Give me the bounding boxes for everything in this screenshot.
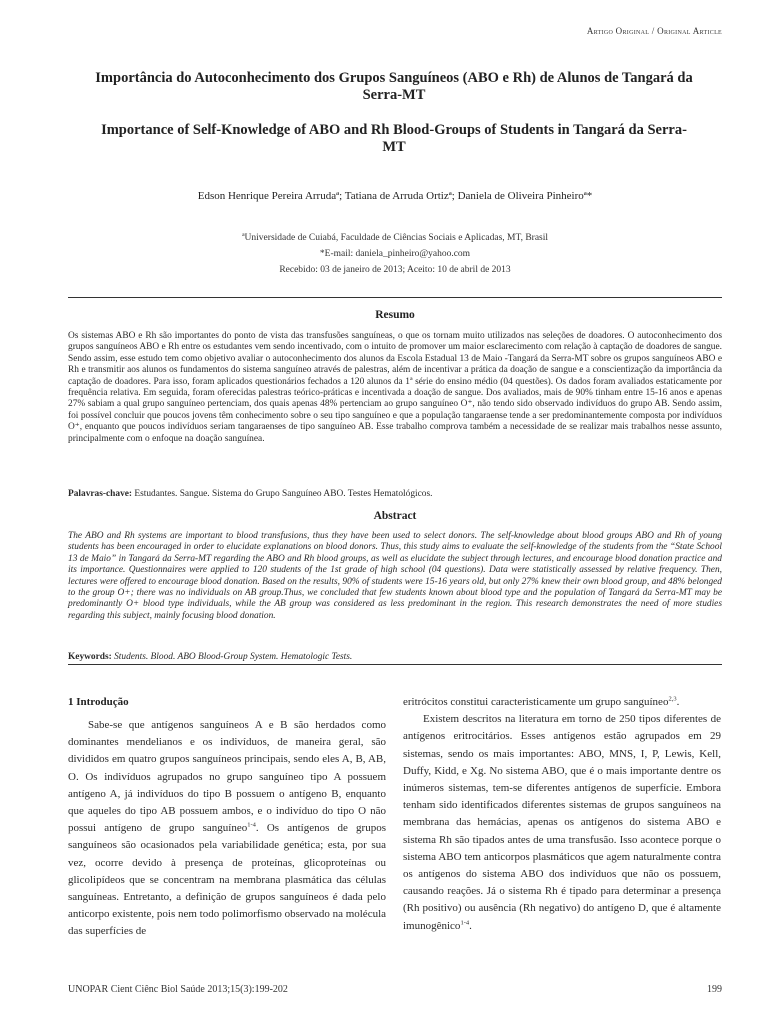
page-number: 199	[707, 984, 722, 995]
intro-right-column	[403, 694, 721, 935]
contact-email: *E-mail: daniela_pinheiro@yahoo.com	[319, 249, 471, 259]
keywords-values: Students. Blood. ABO Blood-Group System. Hematologic Tests.	[114, 652, 353, 662]
divider	[68, 297, 722, 298]
resumo-text: Os sistemas ABO e Rh são importantes do ponto de vista das transfusões sanguíneas, o que os tornam muito utilizados nas seleções de doadores. O autoconhecimento dos grupos sanguíneos ABO e Rh entre os estudantes vem sendo incentivado, com o intuito de promover um maior esclarecimento com relação à captação de doadores de sangue. Sendo assim, esse estudo tem como objetivo avaliar o autoconhecimento dos alunos da Escola Estadual 13 de Maio -Tangará da Serra-MT sobre os grupos sanguíneos ABO e Rh e transmitir aos alunos os fundamentos do sistema sanguíneo através de palestras, além de incentivar a prática da doação de sangue e a conscientização da importância da captação de doadores. Para isso, foram aplicados questionários fechados a 120 alunos da 1ª série do ensino médio (04 questões). Os dados foram avaliados estaticamente por frequência relativa. Em seguida, foram oferecidas palestras teórico-práticas e incentivada a doação de sangue. Dos avaliados, mais de 90% tinham entre 15-16 anos e apenas 27% sabiam a qual grupo sanguíneo pertenciam, dos quais apenas 48% pertenciam ao grupo sanguíneo O⁺, não tendo sido observado indivíduos do grupo AB. Sendo assim, foi possível concluir que poucos jovens têm conhecimento sobre o seu tipo sanguíneo e que a população tangaraense tende a ser predominantemente composta por indivíduos O⁺, enquanto que poucos indivíduos seriam tangaraenses de tipo sanguíneo AB. Esse trabalho comprova também a necessidade de se realizar mais trabalhos nesse assunto, principalmente com o enfoque na doação sanguínea.	[68, 331, 722, 444]
palavras-chave	[68, 489, 722, 500]
intro-paragraph	[403, 694, 721, 711]
intro-paragraph-text: eritrócitos constitui caracteristicamente um grupo sanguíneo	[403, 696, 669, 708]
keywords-label: Keywords:	[68, 652, 112, 662]
intro-paragraph	[403, 711, 721, 935]
abstract-text: The ABO and Rh systems are important to blood transfusions, thus they have been used to select donors. The self-knowledge about blood groups ABO and Rh of young students has been encouraged in order to elucidate explanations on blood donors. Thus, this study aims to evaluate the self-knowledge of the students from the “State School 13 de Maio” in Tangará da Serra-MT regarding the ABO and Rh blood groups, as well as elucidate the subject through lectures, and encourage blood donation practice and its importance. Questionnaires were applied to 120 students of the 1st grade of high school (04 questions). Data were statistically assessed by relative frequency. Then, lectures were offered to encourage blood donation. Based on the results, 90% of students were 15-16 years old, but only 27% knew their own blood group, and 48% belonged to the group O+; there was no individuals on AB group.Thus, we concluded that few students known about blood type and the population of Tangará da Serra-MT may be predominantly O+ blood type individuals, while the AB group was considered as less predominant in the region. This research demonstrates the need of more studies regarding this subject, mainly focusing blood donation.	[68, 531, 722, 621]
resumo-heading: Resumo	[375, 309, 415, 321]
article-type-header: Artigo Original / Original Article	[586, 26, 722, 36]
author-list: Edson Henrique Pereira Arrudaª; Tatiana de Arruda Ortizª; Daniela de Oliveira Pinheiroª*	[197, 190, 593, 202]
citation-ref: 2,3	[668, 695, 677, 703]
intro-paragraph-cont: . Os antígenos de grupos sanguíneos são ocasionados pela variabilidade genética; esta, por sua vez, ocorre devido à presença de proteínas, glicoproteínas ou glicolipídeos que se concentram na membrana plasmática das células sanguíneas. Entretanto, a definição de grupos sanguíneos é dada pelo anticorpo existente, pois nem todo polimorfismo observado na molécula das superfícies de	[68, 822, 387, 938]
affiliation: ªUniversidade de Cuiabá, Faculdade de Ciências Sociais e Aplicadas, MT, Brasil	[241, 233, 549, 243]
period: .	[676, 696, 680, 708]
intro-left-column	[68, 717, 386, 941]
title-english: Importance of Self-Knowledge of ABO and Rh Blood-Groups of Students in Tangará da Serra-MT	[101, 122, 687, 155]
intro-paragraph-text: Existem descritos na literatura em torno de 250 tipos diferentes de antígenos eritrocitários. Esses antígenos estão agrupados em 29 sistemas, sendo os mais importantes: ABO, MNS, I, P, Lewis, Kell, Duffy, Kidd, e Xg. No sistema ABO, que é o mais importante dentre os inúmeros sistemas, tem-se diferentes antígenos de superfície. Embora tenham sido identificados diferentes sistemas de grupos sanguíneos na membrana das hemácias, apenas os antígenos do sistema ABO e sistema Rh são tipados antes de uma transfusão. Isso acontece porque o sistema ABO tem anticorpos plasmáticos que agem naturalmente contra os antígenos do sistema ABO dos indivíduos que não os possuem, causando reações. Já o sistema Rh é tipado para determinar a presença (Rh positivo) ou ausência (Rh negativo) do antígeno D, que é altamente imunogênico	[403, 713, 721, 932]
keywords	[68, 652, 722, 663]
section-heading-introducao: 1 Introdução	[68, 696, 129, 708]
divider	[68, 664, 722, 665]
palavras-chave-label: Palavras-chave:	[68, 489, 133, 499]
title-portuguese: Importância do Autoconhecimento dos Grupos Sanguíneos (ABO e Rh) de Alunos de Tangará da Serra-MT	[95, 70, 693, 103]
period: .	[469, 919, 472, 932]
abstract-heading: Abstract	[373, 510, 417, 522]
received-accepted-dates: Recebido: 03 de janeiro de 2013; Aceito: 10 de abril de 2013	[279, 265, 511, 275]
palavras-chave-values: Estudantes. Sangue. Sistema do Grupo Sanguíneo ABO. Testes Hematológicos.	[134, 489, 433, 499]
intro-paragraph: Sabe-se que antígenos sanguíneos A e B são herdados como dominantes mendelianos e os indivíduos, de maneira geral, são divididos em quatro grupos sanguíneos principais, sendo eles A, B, AB, O. Os indivíduos agrupados no grupo sanguíneo tipo A possuem antígeno A, já indivíduos do tipo B possuem o antígeno B, enquanto que aqueles do tipo AB possuem ambos, e o indivíduo do tipo O não possui antígeno de grupo sanguíneo	[68, 719, 386, 835]
journal-citation: UNOPAR Cient Ciênc Biol Saúde 2013;15(3):199-202	[68, 984, 288, 995]
citation-ref: 1-4	[247, 821, 256, 829]
citation-ref: 1-4	[460, 918, 470, 926]
